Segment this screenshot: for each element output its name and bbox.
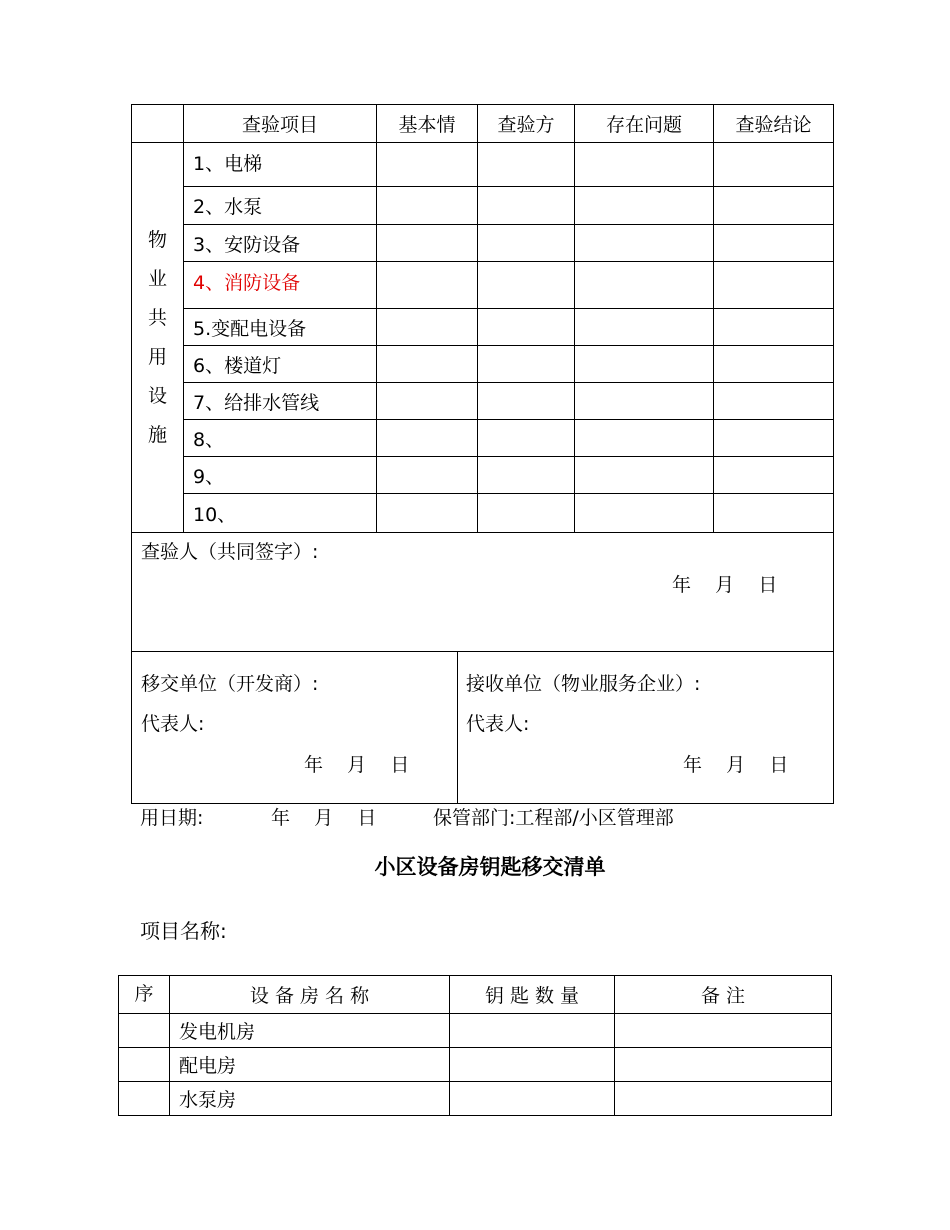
table-row <box>119 1082 832 1116</box>
table-row <box>132 187 834 225</box>
table-row <box>132 143 834 187</box>
table-row <box>132 262 834 309</box>
header-inspector-side: 查验方 <box>478 105 575 143</box>
table-row <box>132 225 834 262</box>
table-row <box>132 420 834 457</box>
table-row <box>132 457 834 494</box>
room-name: 水泵房 <box>170 1082 450 1116</box>
room-name: 发电机房 <box>170 1014 450 1048</box>
table-header-row <box>132 105 834 143</box>
item-label: 2、水泵 <box>184 187 377 225</box>
key-table <box>118 975 832 1116</box>
header-room-name: 设 备 房 名 称 <box>170 976 450 1014</box>
table-row <box>132 346 834 383</box>
unit-signature-row <box>132 652 834 804</box>
table-header-row <box>119 976 832 1014</box>
header-issues: 存在问题 <box>575 105 714 143</box>
table-row <box>132 309 834 346</box>
item-label: 4、消防设备 <box>184 262 377 309</box>
transfer-date: 年 月 日 <box>304 754 410 776</box>
item-label: 8、 <box>184 420 377 457</box>
transfer-unit-label: 移交单位（开发商）: <box>141 673 319 695</box>
inspector-date: 年 月 日 <box>672 574 778 596</box>
item-label: 6、楼道灯 <box>184 346 377 383</box>
item-label: 10、 <box>184 494 377 533</box>
item-label: 5.变配电设备 <box>184 309 377 346</box>
transfer-rep-label: 代表人: <box>141 713 205 735</box>
item-label: 3、安防设备 <box>184 225 377 262</box>
inspection-table <box>131 104 834 804</box>
table-row <box>132 383 834 420</box>
use-date-label: 用日期: <box>140 807 204 829</box>
page-title: 小区设备房钥匙移交清单 <box>374 855 606 879</box>
custody-dept: 保管部门:工程部/小区管理部 <box>433 807 674 829</box>
receive-rep-label: 代表人: <box>466 713 530 735</box>
table-row <box>119 1014 832 1048</box>
project-name-label: 项目名称: <box>140 919 227 943</box>
item-label: 9、 <box>184 457 377 494</box>
inspector-signature-cell <box>132 533 834 652</box>
receive-date: 年 月 日 <box>683 754 789 776</box>
side-label: 物 业 共 用 设 施 <box>132 143 184 533</box>
header-seq: 序 <box>119 976 170 1014</box>
receive-unit-label: 接收单位（物业服务企业）: <box>466 673 701 695</box>
header-key-count: 钥 匙 数 量 <box>450 976 615 1014</box>
header-conclusion: 查验结论 <box>714 105 834 143</box>
header-remarks: 备 注 <box>615 976 832 1014</box>
use-date: 年 月 日 <box>271 807 377 829</box>
table-row <box>132 494 834 533</box>
inspector-label: 查验人（共同签字）: <box>141 541 319 563</box>
inspector-signature-row <box>132 533 834 652</box>
item-label: 7、给排水管线 <box>184 383 377 420</box>
table-row <box>119 1048 832 1082</box>
header-item: 查验项目 <box>184 105 377 143</box>
header-basic: 基本情 <box>377 105 478 143</box>
header-blank <box>132 105 184 143</box>
room-name: 配电房 <box>170 1048 450 1082</box>
item-label: 1、电梯 <box>184 143 377 187</box>
